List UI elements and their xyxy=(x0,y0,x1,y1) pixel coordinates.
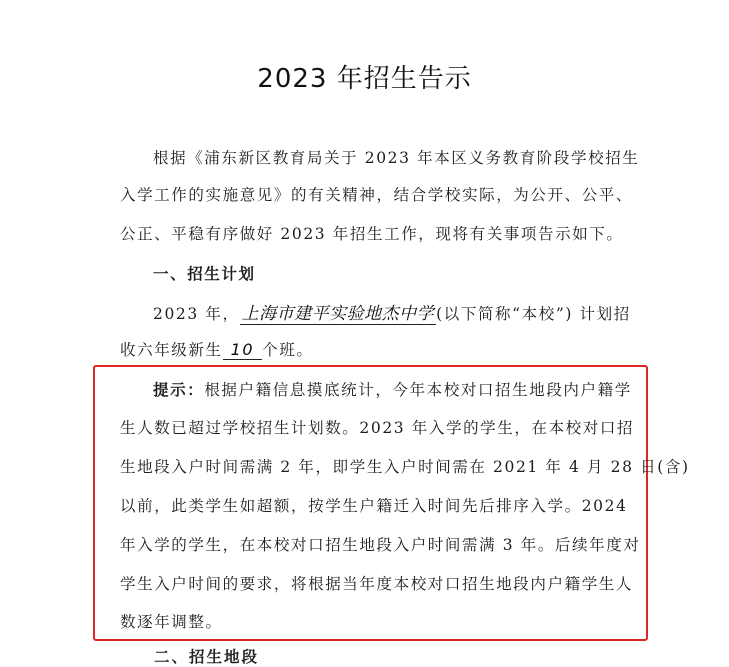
section-1-line-2 xyxy=(120,338,313,360)
year-prefix: 2023 年， xyxy=(153,305,240,323)
notice-line-1 xyxy=(153,378,632,400)
section-1-suffix: (以下简称“本校”) 计划招 xyxy=(436,305,631,323)
section-1-heading: 一、招生计划 xyxy=(153,264,256,283)
notice-line-6: 学生入户时间的要求，将根据当年度本校对口招生地段内户籍学生人 xyxy=(120,575,634,593)
section-2-heading-partial: 二、招生地段 xyxy=(154,647,260,666)
notice-line-7: 数逐年调整。 xyxy=(120,613,223,631)
document-title: 2023 年招生告示 xyxy=(257,64,472,94)
class-count-handwritten: 10 xyxy=(223,340,263,360)
notice-line-5: 年入学的学生，在本校对口招生地段入户时间需满 3 年。后续年度对 xyxy=(120,536,641,554)
class-suffix: 个班。 xyxy=(262,341,314,359)
intro-line-3: 公正、平稳有序做好 2023 年招生工作，现将有关事项告示如下。 xyxy=(120,225,624,243)
notice-label: 提示： xyxy=(153,380,205,399)
notice-line-3: 生地段入户时间需满 2 年，即学生入户时间需在 2021 年 4 月 28 日(含) xyxy=(120,458,690,476)
section-1-line-1 xyxy=(153,299,631,324)
class-prefix: 收六年级新生 xyxy=(120,341,223,359)
intro-line-1: 根据《浦东新区教育局关于 2023 年本区义务教育阶段学校招生 xyxy=(153,149,640,167)
intro-line-2: 入学工作的实施意见》的有关精神，结合学校实际，为公开、公平、 xyxy=(120,186,634,204)
notice-line-4: 以前，此类学生如超额，按学生户籍迁入时间先后排序入学。2024 xyxy=(120,497,628,515)
notice-line-1-text: 根据户籍信息摸底统计，今年本校对口招生地段内户籍学 xyxy=(204,381,632,399)
school-name-handwritten: 上海市建平实验地杰中学 xyxy=(241,304,435,324)
notice-line-2: 生人数已超过学校招生计划数。2023 年入学的学生，在本校对口招 xyxy=(120,419,635,437)
